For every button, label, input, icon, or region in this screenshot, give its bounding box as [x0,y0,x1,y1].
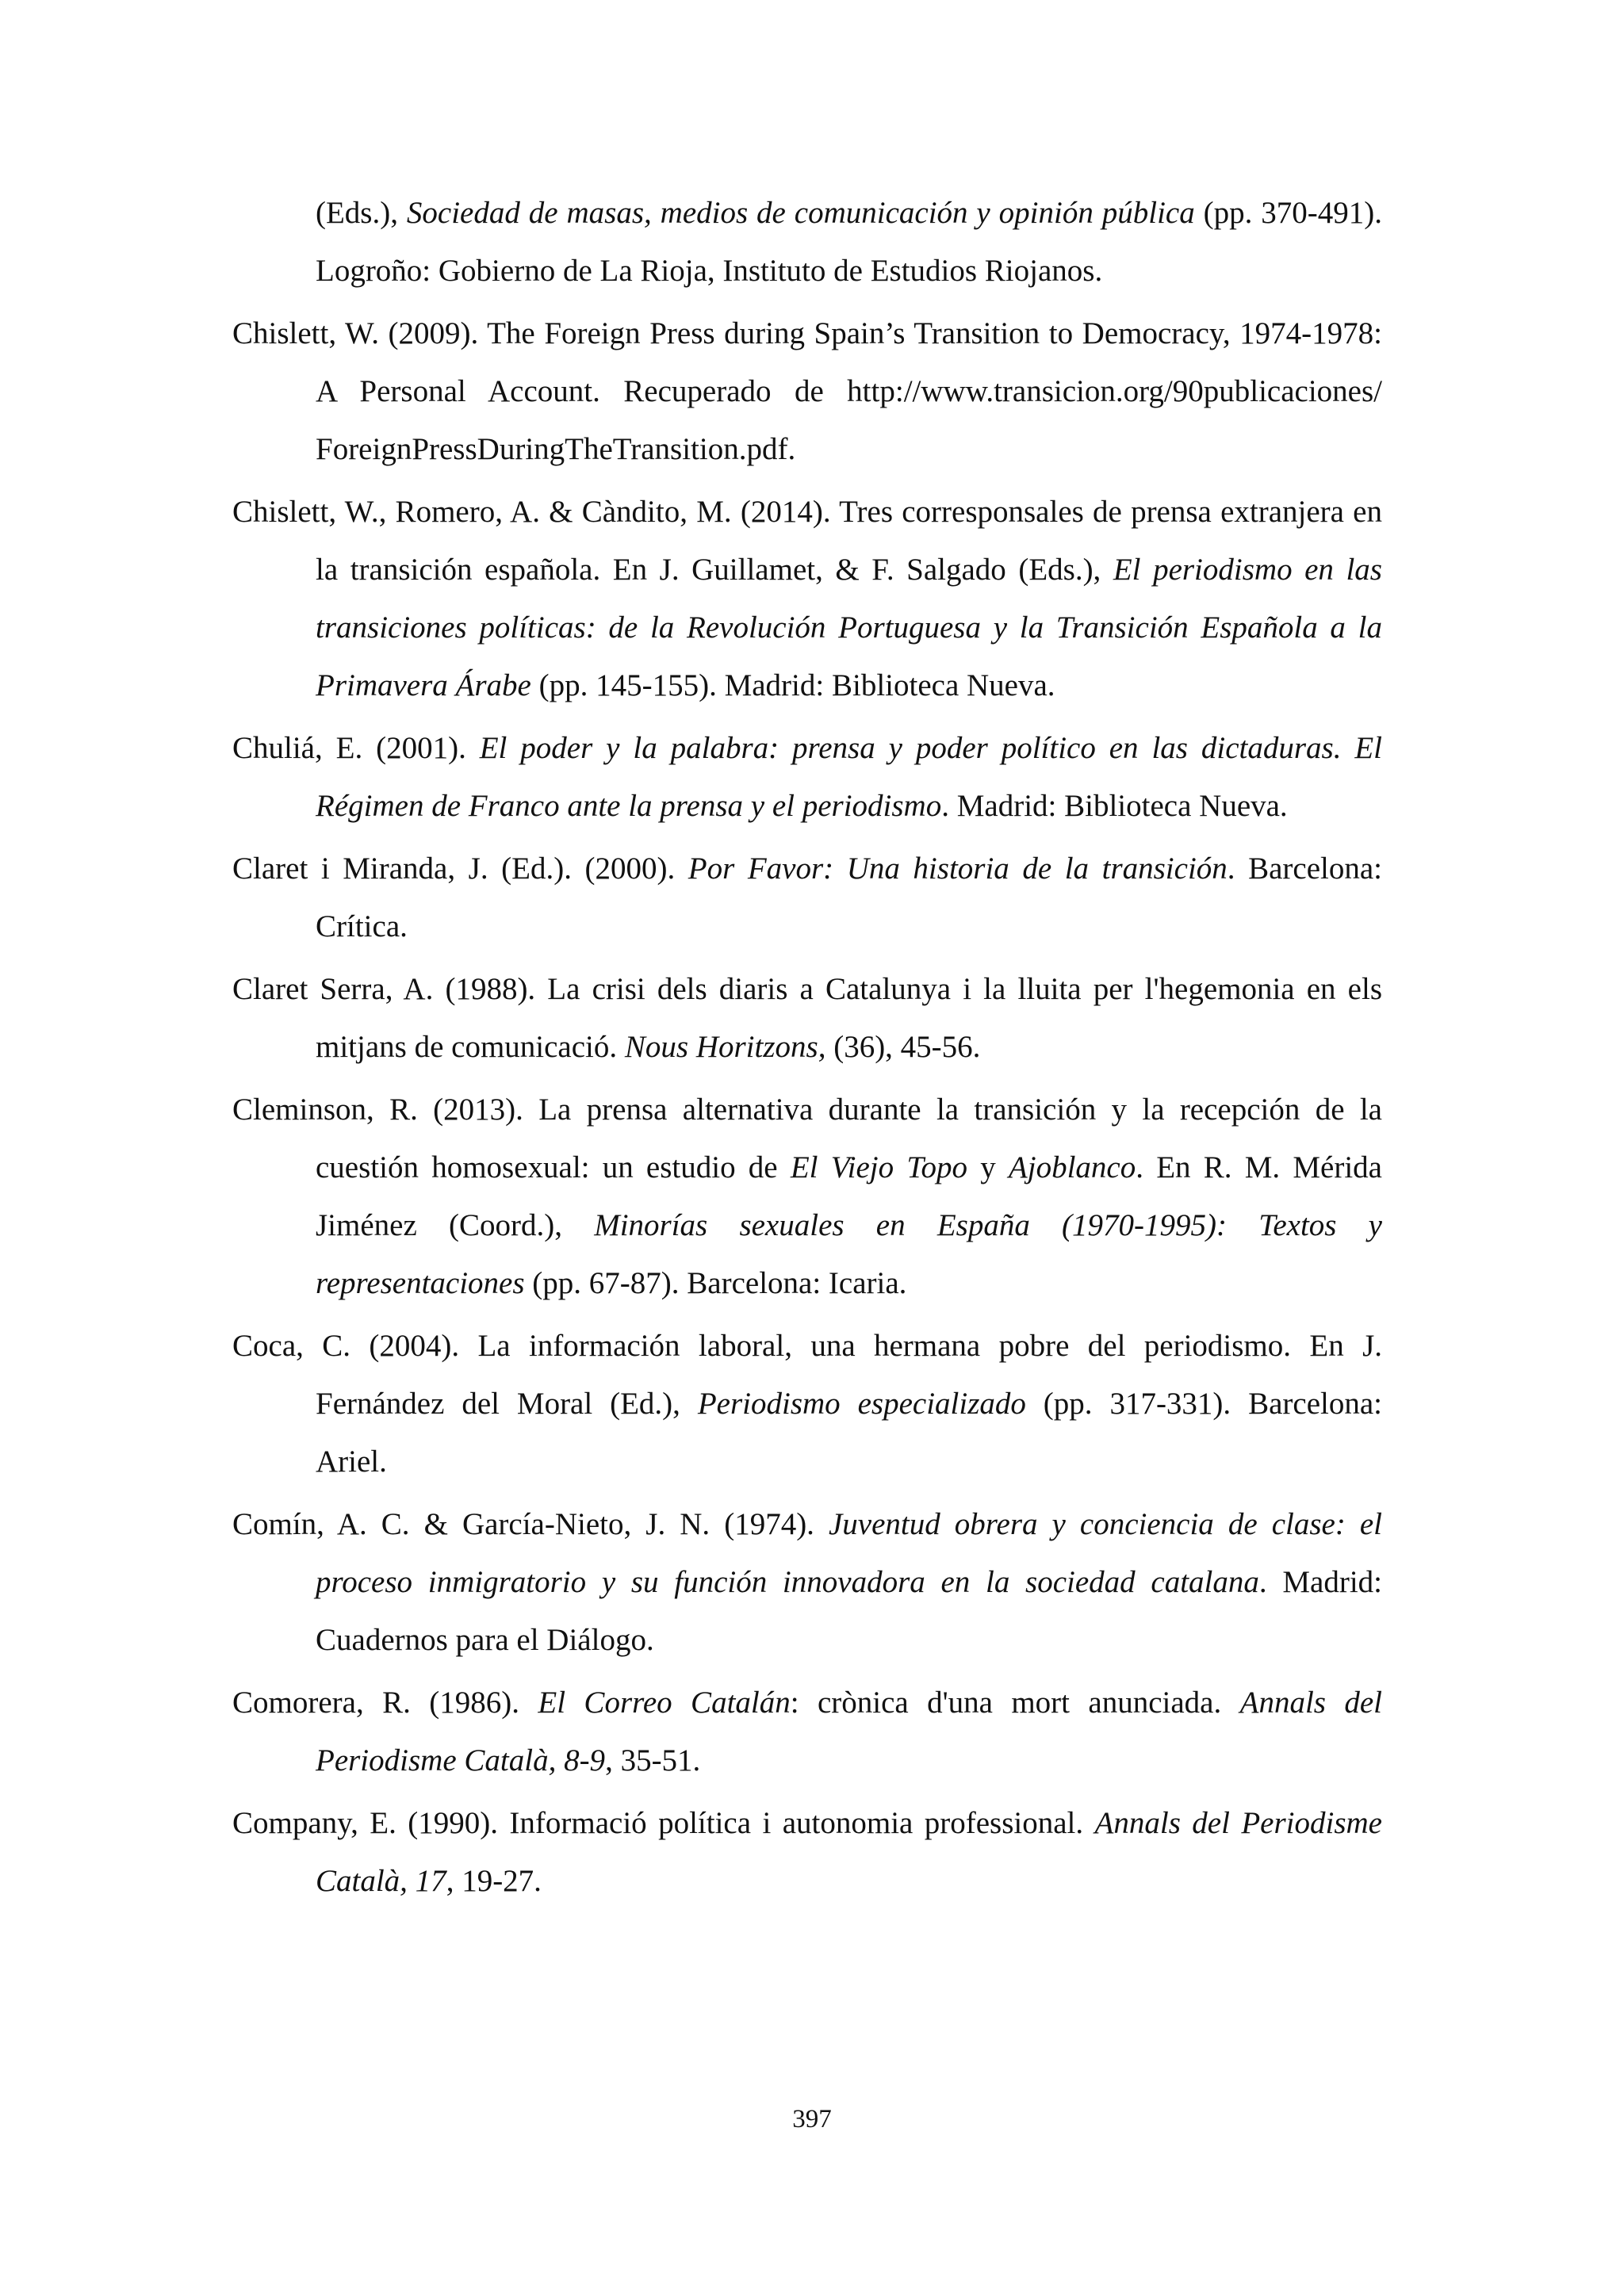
reference-title: Annals del Periodisme Català, 17 [316,1806,1382,1898]
reference-entry [232,1495,1382,1669]
reference-entry [232,483,1382,714]
reference-title: Nous Horitzons, [624,1030,826,1064]
reference-text: Company, E. (1990). Informació política i autonomia professional. [232,1806,1095,1840]
reference-text: . Barcelona: Crítica. [316,851,1382,943]
reference-text: (pp. 67-87). Barcelona: Icaria. [524,1266,907,1300]
reference-title: Minorías sexuales en España (1970-1995): Textos y representaciones [316,1208,1382,1300]
reference-text: , 35-51. [605,1743,701,1777]
reference-entry [232,840,1382,955]
reference-text: Chislett, W. (2009). The Foreign Press during Spain’s Transition to Democracy, 1974-1978: A Personal Account. Recuperado de http://www.transicion.org/90publicaciones/ ForeignPressDuringTheTransition.pdf. [232,316,1382,466]
reference-entry-continuation [232,184,1382,300]
reference-text: (pp. 370-491). Logroño: Gobierno de La Rioja, Instituto de Estudios Riojanos. [316,196,1382,288]
reference-text: Comorera, R. (1986). [232,1686,538,1720]
reference-title: Ajoblanco [1008,1150,1136,1184]
reference-text: Comín, A. C. & García-Nieto, J. N. (1974). [232,1507,829,1541]
reference-entry [232,719,1382,835]
reference-text: Cleminson, R. (2013). La prensa alternativa durante la transición y la recepción de la cuestión homosexual: un estudio de [232,1093,1382,1184]
reference-entry [232,960,1382,1076]
reference-text: Chuliá, E. (2001). [232,731,480,765]
reference-text: Coca, C. (2004). La información laboral, una hermana pobre del periodismo. En J. Fernández del Moral (Ed.), [232,1329,1382,1421]
reference-entry [232,1674,1382,1789]
reference-entry [232,1081,1382,1312]
reference-entry [232,1794,1382,1910]
reference-title: El poder y la palabra: prensa y poder político en las dictaduras. El Régimen de Franco ante la prensa y el periodismo [316,731,1382,823]
reference-text: , 19-27. [446,1864,542,1898]
reference-entry [232,304,1382,478]
reference-text: . Madrid: Cuadernos para el Diálogo. [316,1565,1382,1657]
reference-title: Annals del Periodisme Català, 8-9 [316,1686,1382,1777]
reference-text: : crònica d'una mort anunciada. [790,1686,1240,1720]
reference-text: (pp. 145-155). Madrid: Biblioteca Nueva. [530,668,1055,702]
reference-title: Juventud obrera y conciencia de clase: el proceso inmigratorio y su función innovadora en la sociedad catalana [316,1507,1382,1599]
reference-title: El Viejo Topo [790,1150,967,1184]
reference-title: El Correo Catalán [538,1686,791,1720]
reference-text: y [967,1150,1009,1184]
reference-entry [232,1317,1382,1490]
reference-text: . En R. M. Mérida Jiménez (Coord.), [316,1150,1382,1242]
reference-text: (36), 45-56. [825,1030,981,1064]
reference-text: . Madrid: Biblioteca Nueva. [941,789,1288,823]
reference-text: (Eds.), [316,196,407,230]
reference-text: Chislett, W., Romero, A. & Càndito, M. (2014). Tres corresponsales de prensa extranjera en la transición española. En J. Guillamet, & F. Salgado (Eds.), [232,495,1382,587]
reference-title: El periodismo en las transiciones políticas: de la Revolución Portuguesa y la Transición Española a la Primavera Árabe [316,553,1382,702]
reference-text: (pp. 317-331). Barcelona: Ariel. [316,1387,1382,1479]
page-number: 397 [792,2105,832,2133]
reference-title: Por Favor: Una historia de la transición [688,851,1228,886]
reference-title: Sociedad de masas, medios de comunicación y opinión pública [406,196,1195,230]
reference-title: Periodismo especializado [697,1387,1026,1421]
reference-text: Claret Serra, A. (1988). La crisi dels diaris a Catalunya i la lluita per l'hegemonia en els mitjans de comunicació. [232,972,1382,1064]
reference-list [232,184,1382,1915]
reference-text: Claret i Miranda, J. (Ed.). (2000). [232,851,688,886]
